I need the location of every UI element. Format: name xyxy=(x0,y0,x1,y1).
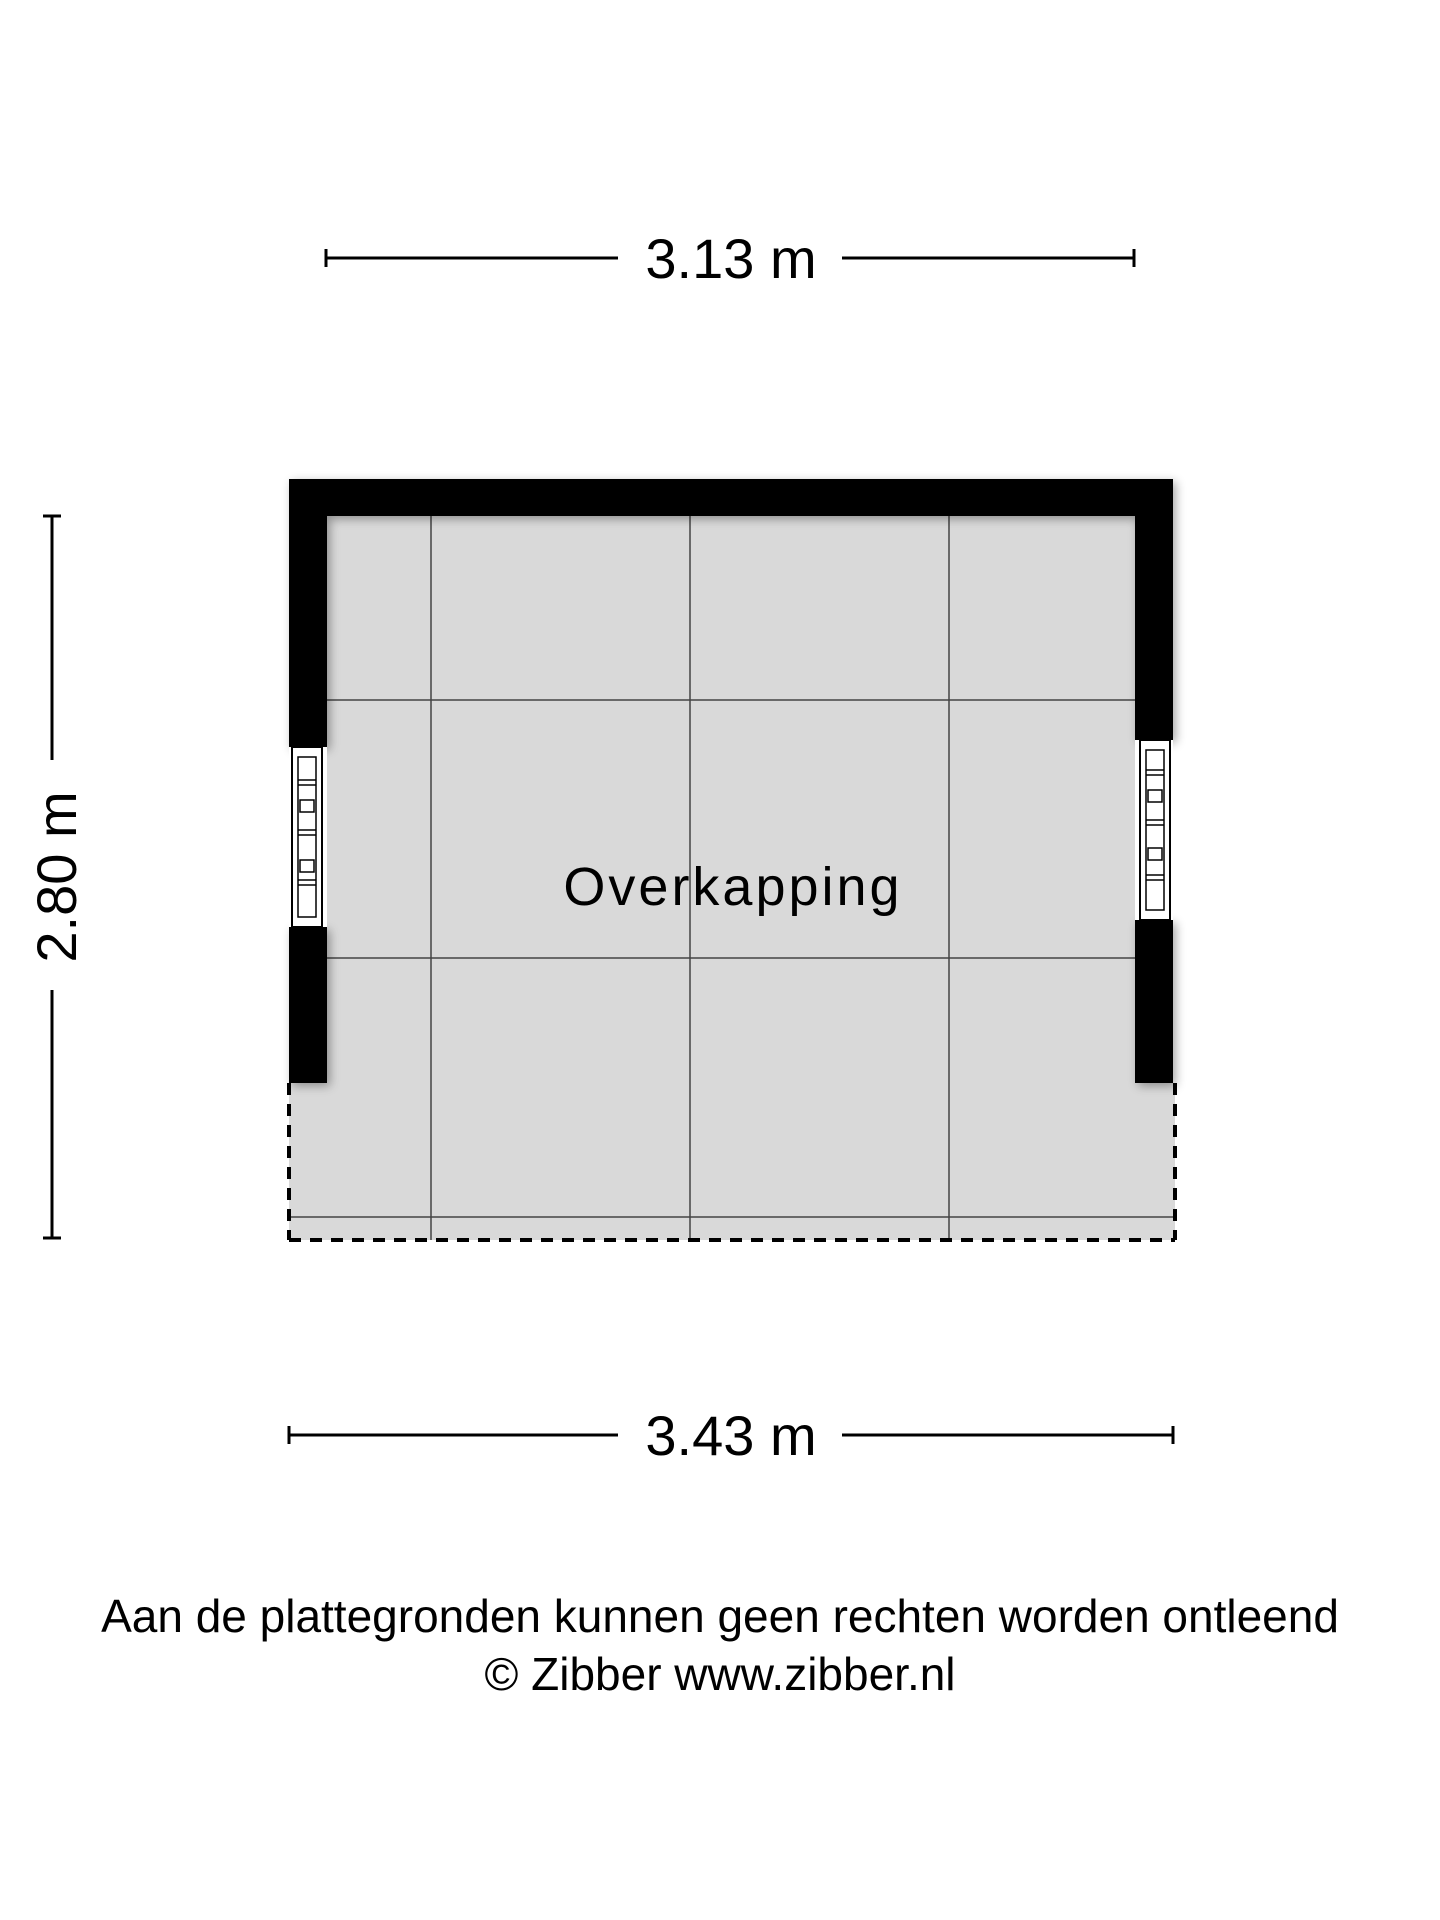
window-right xyxy=(1135,740,1173,920)
credit-text: © Zibber www.zibber.nl xyxy=(484,1648,956,1700)
window-left xyxy=(289,747,327,927)
wall-left-upper xyxy=(289,479,327,747)
wall-left-lower xyxy=(289,927,327,1083)
wall-right-lower xyxy=(1135,920,1173,1083)
room-label: Overkapping xyxy=(563,857,903,917)
disclaimer-text: Aan de plattegronden kunnen geen rechten worden ontleend xyxy=(101,1590,1339,1642)
wall-right-upper xyxy=(1135,479,1173,740)
wall-top xyxy=(289,479,1173,516)
dimension-left-label: 2.80 m xyxy=(25,791,88,963)
dimension-top-label: 3.13 m xyxy=(645,227,817,290)
dimension-bottom-label: 3.43 m xyxy=(645,1404,817,1467)
